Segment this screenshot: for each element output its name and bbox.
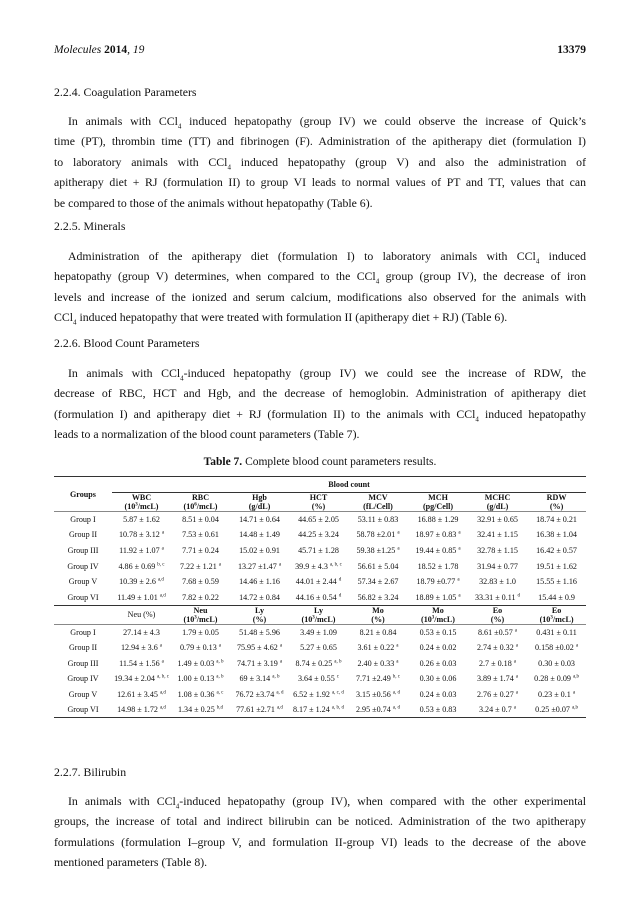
section-heading: 2.2.4. Coagulation Parameters xyxy=(54,85,197,99)
table-cell: 12.61 ± 3.45 $^{a,d}$ xyxy=(117,689,166,699)
table-cell: 32.91 ± 0.65 xyxy=(468,512,527,528)
table-cell: 16.88 ± 1.29 xyxy=(408,512,468,528)
paragraph-line: CCl$_4$ induced hepatopathy that were treated with formulation II (apitherapy diet + RJ) (Table 6). xyxy=(54,310,508,327)
table-cell: 3.49 ± 1.09 xyxy=(289,624,348,640)
column-header: Mo $(10^3/mcL)$ xyxy=(421,605,455,624)
table-row xyxy=(54,574,586,590)
table-cell: 19.44 ± 0.85 $^a$ xyxy=(415,545,461,555)
table-cell: 14.72 ± 0.84 xyxy=(230,589,289,605)
table-cell: 15.02 ± 0.91 xyxy=(239,545,280,555)
group-label: Group I xyxy=(54,512,112,528)
table-cell: 32.41 ± 1.15 xyxy=(477,530,518,540)
table-cell: 59.38 ±1.25 $^a$ xyxy=(356,545,400,555)
spacer-cell xyxy=(54,605,112,624)
column-header: MCHC (g/dL) xyxy=(484,493,511,511)
column-header: Eo $(10^3/mcL)$ xyxy=(539,605,574,624)
table-cell: 33.31 ± 0.11 $^d$ xyxy=(468,589,527,605)
paragraph-line: to laboratory animals with CCl$_4$ induced hepatopathy (group V) and also the administration of xyxy=(54,154,586,172)
table-cell: 0.30 ± 0.03 xyxy=(538,658,575,668)
table-cell: 11.54 ± 1.56 $^a$ xyxy=(119,658,164,668)
table-cell: 56.61 ± 5.04 xyxy=(357,561,399,571)
table-cell: 19.34 ± 2.04 $^{a, b, c}$ xyxy=(114,674,169,684)
paragraph-line: levels and increase of the ionized and serum calcium, modifications also observed for the animals with xyxy=(54,289,586,304)
table-cell: 4.86 ± 0.69 $^{b, c}$ xyxy=(118,561,165,571)
blood-count-table xyxy=(54,476,586,718)
table-cell: 10.39 ± 2.6 $^{a,d}$ xyxy=(119,577,164,587)
group-label: Group III xyxy=(67,658,99,668)
table-cell: 8.21 ± 0.84 xyxy=(348,624,408,640)
table-cell: 15.55 ± 1.16 xyxy=(536,577,577,587)
table-row xyxy=(54,543,586,559)
table-cell: 14.71 ± 0.64 xyxy=(230,512,289,528)
table-cell: 77.61 ±2.71 $^{a,d}$ xyxy=(230,702,289,718)
table-cell: 11.49 ± 1.01 $^{a,d}$ xyxy=(112,589,171,605)
table-cell: 13.27 ±1.47 $^a$ xyxy=(237,561,282,571)
table-row xyxy=(54,624,586,640)
table-cell: 58.78 ±2.01 $^a$ xyxy=(356,530,400,540)
table-cell: 74.71 ± 3.19 $^a$ xyxy=(236,658,283,668)
table-cell: 0.30 ± 0.06 xyxy=(419,674,457,684)
column-header: Ly (%) xyxy=(252,605,267,624)
group-label: Group III xyxy=(67,545,99,555)
table-cell: 3.24 ± 0.7 $^a$ xyxy=(468,702,527,718)
paragraph-line: (formulation I) and apitherapy diet + RJ (formulation II) to the animals with CCl$_4$ induced hepatopathy xyxy=(54,406,586,424)
table-cell: 0.23 ± 0.1 $^a$ xyxy=(538,689,576,699)
table-cell: 7.68 ± 0.59 xyxy=(182,577,219,587)
blood-count-header: Blood count xyxy=(112,477,586,493)
table-cell: 44.16 ± 0.54 $^d$ xyxy=(289,589,348,605)
paragraph-line: In animals with CCl$_4$ induced hepatopathy (group IV) we could observe the increase of Quick’s xyxy=(68,114,586,131)
table-row xyxy=(54,589,586,605)
table-cell: 31.94 ± 0.77 xyxy=(477,561,518,571)
table-cell: 0.53 ± 0.15 xyxy=(408,624,468,640)
paragraph-line: groups, the increase of total and indirect bilirubin can be noticed. Administration of the two apitherapy xyxy=(54,814,586,829)
table-row xyxy=(54,671,586,687)
table-cell: 18.89 ± 1.05 $^a$ xyxy=(408,589,468,605)
table-cell: 15.44 ± 0.9 xyxy=(527,589,586,605)
table-cell: 19.51 ± 1.62 xyxy=(536,561,577,571)
group-label: Group V xyxy=(68,577,98,587)
running-header xyxy=(54,44,586,58)
group-label: Group II xyxy=(68,642,98,652)
column-header: RBC $(10^6/mcL)$ xyxy=(183,493,218,511)
table-row xyxy=(54,702,586,718)
table-cell: 16.42 ± 0.57 xyxy=(536,545,577,555)
table-cell: 2.76 ± 0.27 $^a$ xyxy=(476,689,519,699)
paragraph-line: hepatopathy (group V) determines, when compared to the CCl$_4$ group (group IV), the decrease of iron xyxy=(54,269,586,286)
table-cell: 3.15 ±0.56 $^{a, d}$ xyxy=(355,689,401,699)
table-cell: 11.92 ± 1.07 $^a$ xyxy=(119,545,164,555)
table-cell: 7.71 ±2.49 $^{b, c}$ xyxy=(355,674,401,684)
table-cell: 18.97 ± 0.83 $^a$ xyxy=(415,530,461,540)
table-cell: 5.27 ± 0.65 xyxy=(300,642,337,652)
table-cell: 3.61 ± 0.22 $^a$ xyxy=(357,642,399,652)
table-cell: 14.98 ± 1.72 $^{a,d}$ xyxy=(112,702,171,718)
table-cell: 8.17 ± 1.24 $^{a, b, d}$ xyxy=(289,702,348,718)
paragraph-line: Administration of the apitherapy diet (formulation I) to laboratory animals with CCl$_4$ induced xyxy=(68,249,586,266)
column-header: WBC $(10^3/mcL)$ xyxy=(124,493,159,511)
column-header: HCT (%) xyxy=(309,493,328,511)
table-cell: 1.34 ± 0.25 $^{b,d}$ xyxy=(171,702,230,718)
table-cell: 1.00 ± 0.13 $^{a, b}$ xyxy=(177,674,224,684)
table-cell: 75.95 ± 4.62 $^a$ xyxy=(236,642,283,652)
column-header: Neu $(10^3/mcL)$ xyxy=(183,605,218,624)
paragraph-line: mentioned parameters (Table 8). xyxy=(54,855,208,870)
table-cell: 44.65 ± 2.05 xyxy=(289,512,348,528)
table-cell: 12.94 ± 3.6 $^a$ xyxy=(120,642,163,652)
table-cell: 1.79 ± 0.05 xyxy=(171,624,230,640)
table-cell: 16.38 ± 1.04 xyxy=(536,530,577,540)
section-paragraph xyxy=(54,363,586,445)
table-cell: 7.82 ± 0.22 xyxy=(171,589,230,605)
table-cell: 0.25 ±0.07 $^{a,b}$ xyxy=(527,702,586,718)
table-cell: 53.11 ± 0.83 xyxy=(348,512,408,528)
table-cell: 8.61 ±0.57 $^a$ xyxy=(468,624,527,640)
table-cell: 57.34 ± 2.67 xyxy=(357,577,399,587)
table-cell: 2.95 ±0.74 $^{a, d}$ xyxy=(348,702,408,718)
group-label: Group IV xyxy=(67,674,99,684)
group-label: Group IV xyxy=(67,561,99,571)
table-cell: 7.71 ± 0.24 xyxy=(182,545,219,555)
table-cell: 7.53 ± 0.61 xyxy=(182,530,219,540)
table-cell: 0.28 ± 0.09 $^{a,b}$ xyxy=(534,674,579,684)
paragraph-line: formulations (formulation I–group V, and formulation II-group VI) leads to the decrease of the above xyxy=(54,834,586,849)
table-cell: 5.87 ± 1.62 xyxy=(112,512,171,528)
table-cell: 18.74 ± 0.21 xyxy=(527,512,586,528)
column-header: RDW (%) xyxy=(546,493,567,511)
table-cell: 10.78 ± 3.12 $^a$ xyxy=(118,530,165,540)
table-cell: 39.9 ± 4.3 $^{a, b, c}$ xyxy=(295,561,342,571)
table-cell: 2.74 ± 0.32 $^a$ xyxy=(476,642,519,652)
table-cell: 1.08 ± 0.36 $^{a, c}$ xyxy=(177,689,224,699)
table-cell: 0.26 ± 0.03 xyxy=(419,658,457,668)
table-row xyxy=(54,512,586,528)
table-caption: Table 7. Complete blood count parameters results. xyxy=(203,456,437,468)
table-row xyxy=(54,686,586,702)
table-cell: 0.79 ± 0.13 $^a$ xyxy=(179,642,222,652)
table-row xyxy=(54,527,586,543)
column-header: MCH (pg/Cell) xyxy=(422,493,454,511)
groups-header: Groups xyxy=(54,477,112,512)
table-header-row xyxy=(54,605,586,624)
group-label: Group VI xyxy=(54,702,112,718)
column-header: Hgb (g/dL) xyxy=(248,493,271,511)
journal-citation: Molecules 2014, 19 xyxy=(54,44,145,56)
table-cell: 45.71 ± 1.28 xyxy=(298,545,339,555)
paragraph-line: leads to a normalization of the blood count parameters (Table 7). xyxy=(54,427,360,442)
column-header: Eo (%) xyxy=(490,605,505,624)
table-cell: 32.78 ± 1.15 xyxy=(477,545,518,555)
section-paragraph xyxy=(54,791,586,873)
paragraph-line: In animals with CCl$_4$-induced hepatopathy (group IV) we could see the increase of RDW, the xyxy=(68,366,586,383)
table-cell: 2.7 ± 0.18 $^a$ xyxy=(478,658,517,668)
table-cell: 32.83 ± 1.0 xyxy=(479,577,516,587)
paragraph-line: apitherapy diet + RJ (formulation II) to group VI leads to normal values of PT and TT, values that can xyxy=(54,175,586,190)
section-heading: 2.2.5. Minerals xyxy=(54,219,126,233)
column-header: Neu (%) xyxy=(127,610,156,620)
table-cell: 14.46 ± 1.16 xyxy=(239,577,280,587)
table-cell: 0.53 ± 0.83 xyxy=(408,702,468,718)
page-number: 13379 xyxy=(557,44,586,56)
table-cell: 0.24 ± 0.02 xyxy=(419,642,457,652)
column-header: Mo (%) xyxy=(371,605,385,624)
table-cell: 8.74 ± 0.25 $^{a, b}$ xyxy=(295,658,342,668)
table-row xyxy=(54,558,586,574)
paragraph-line: be compared to those of the animals without hepatopathy (Table 6). xyxy=(54,195,373,210)
table-header-row xyxy=(54,477,586,493)
paragraph-line: In animals with CCl$_4$-induced hepatopathy (group IV), when compared with the other experimental xyxy=(68,794,586,811)
table-cell: 18.52 ± 1.78 xyxy=(417,561,459,571)
section-paragraph xyxy=(54,111,586,213)
column-header: Ly $(10^3/mcL)$ xyxy=(301,605,336,624)
table-cell: 0.24 ± 0.03 xyxy=(419,689,457,699)
group-label: Group VI xyxy=(54,589,112,605)
table-cell: 14.48 ± 1.49 xyxy=(239,530,280,540)
table-cell: 1.49 ± 0.03 $^{a, b}$ xyxy=(177,658,224,668)
table-cell: 3.64 ± 0.55 $^c$ xyxy=(297,674,340,684)
group-label: Group I xyxy=(54,624,112,640)
table-cell: 0.158 ±0.02 $^a$ xyxy=(535,642,579,652)
group-label: Group II xyxy=(68,530,98,540)
table-cell: 76.72 ±3.74 $^{a, d}$ xyxy=(235,689,284,699)
section-paragraph xyxy=(54,246,586,328)
table-header-row xyxy=(54,493,586,512)
table-row xyxy=(54,655,586,671)
paragraph-line: time (PT), thrombin time (TT) and fibrinogen (F). Administration of the apitherapy diet (formulation I) xyxy=(54,134,586,149)
group-label: Group V xyxy=(68,689,98,699)
table-cell: 6.52 ± 1.92 $^{a, c, d}$ xyxy=(293,689,344,699)
section-heading: 2.2.6. Blood Count Parameters xyxy=(54,336,200,350)
column-header: MCV (fL/Cell) xyxy=(363,493,393,511)
paragraph-line: decrease of RBC, HCT and Hgb, and the decrease of hemoglobin. Administration of apitherapy diet xyxy=(54,386,586,401)
table-cell: 69 ± 3.14 $^{a, b}$ xyxy=(239,674,280,684)
section-heading: 2.2.7. Bilirubin xyxy=(54,765,127,779)
table-row xyxy=(54,640,586,656)
table-cell: 2.40 ± 0.33 $^a$ xyxy=(357,658,399,668)
table-cell: 18.79 ±0.77 $^a$ xyxy=(416,577,460,587)
table-cell: 3.89 ± 1.74 $^a$ xyxy=(476,674,519,684)
table-cell: 7.22 ± 1.21 $^a$ xyxy=(179,561,222,571)
table-cell: 8.51 ± 0.04 xyxy=(171,512,230,528)
table-cell: 56.82 ± 3.24 xyxy=(348,589,408,605)
table-cell: 0.431 ± 0.11 xyxy=(527,624,586,640)
table-cell: 27.14 ± 4.3 xyxy=(112,624,171,640)
table-cell: 44.01 ± 2.44 $^d$ xyxy=(295,577,342,587)
table-cell: 44.25 ± 3.24 xyxy=(298,530,339,540)
table-cell: 51.48 ± 5.96 xyxy=(230,624,289,640)
